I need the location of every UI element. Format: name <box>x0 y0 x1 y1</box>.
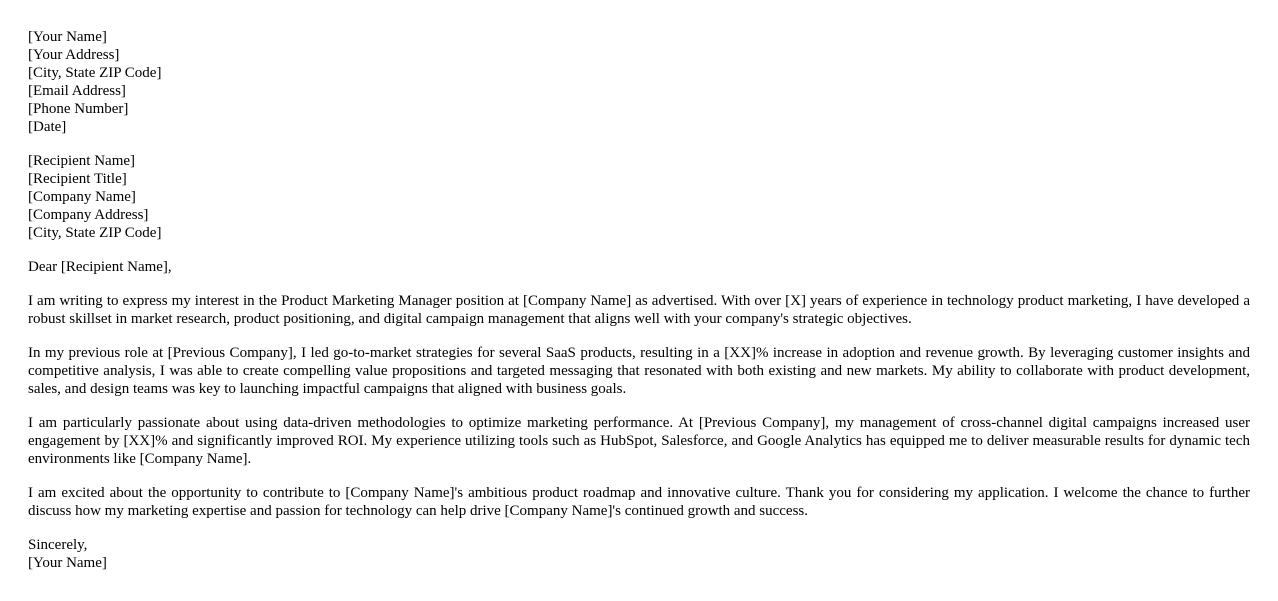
sender-address: [Your Address] <box>28 47 120 63</box>
salutation: Dear [Recipient Name], <box>28 259 172 275</box>
closing-block <box>28 536 1250 572</box>
recipient-title: [Recipient Title] <box>28 171 127 187</box>
sender-name: [Your Name] <box>28 29 107 45</box>
recipient-city-state-zip: [City, State ZIP Code] <box>28 225 162 241</box>
body-paragraph-2: In my previous role at [Previous Company], I led go-to-market strategies for several SaaS products, resulting in a [XX]% increase in adoption and revenue growth. By leveraging customer insights and competitive analysis, I was able to create compelling value propositions and targeted messaging that resonated with both existing and new markets. My ability to collaborate with product development, sales, and design teams was key to launching impactful campaigns that aligned with business goals. <box>28 345 1250 397</box>
body-paragraph-4: I am excited about the opportunity to contribute to [Company Name]'s ambitious product roadmap and innovative culture. Thank you for considering my application. I welcome the chance to further discuss how my marketing expertise and passion for technology can help drive [Company Name]'s continued growth and success. <box>28 485 1250 519</box>
recipient-address: [Company Address] <box>28 207 149 223</box>
letter-date: [Date] <box>28 119 67 135</box>
recipient-address-block <box>28 152 1250 242</box>
sender-city-state-zip: [City, State ZIP Code] <box>28 65 162 81</box>
sender-address-block <box>28 28 1250 136</box>
cover-letter <box>28 28 1250 588</box>
signature-name: [Your Name] <box>28 555 107 571</box>
valediction: Sincerely, <box>28 537 88 553</box>
body-paragraph-3: I am particularly passionate about using data-driven methodologies to optimize marketing performance. At [Previous Company], my management of cross-channel digital campaigns increased user engagement by [XX]% and significantly improved ROI. My experience utilizing tools such as HubSpot, Salesforce, and Google Analytics has equipped me to deliver measurable results for dynamic tech environments like [Company Name]. <box>28 415 1250 467</box>
recipient-name: [Recipient Name] <box>28 153 136 169</box>
recipient-company: [Company Name] <box>28 189 136 205</box>
sender-email: [Email Address] <box>28 83 126 99</box>
sender-phone: [Phone Number] <box>28 101 129 117</box>
body-paragraph-1: I am writing to express my interest in the Product Marketing Manager position at [Company Name] as advertised. With over [X] years of experience in technology product marketing, I have developed a robust skillset in market research, product positioning, and digital campaign management that aligns well with your company's strategic objectives. <box>28 293 1250 327</box>
